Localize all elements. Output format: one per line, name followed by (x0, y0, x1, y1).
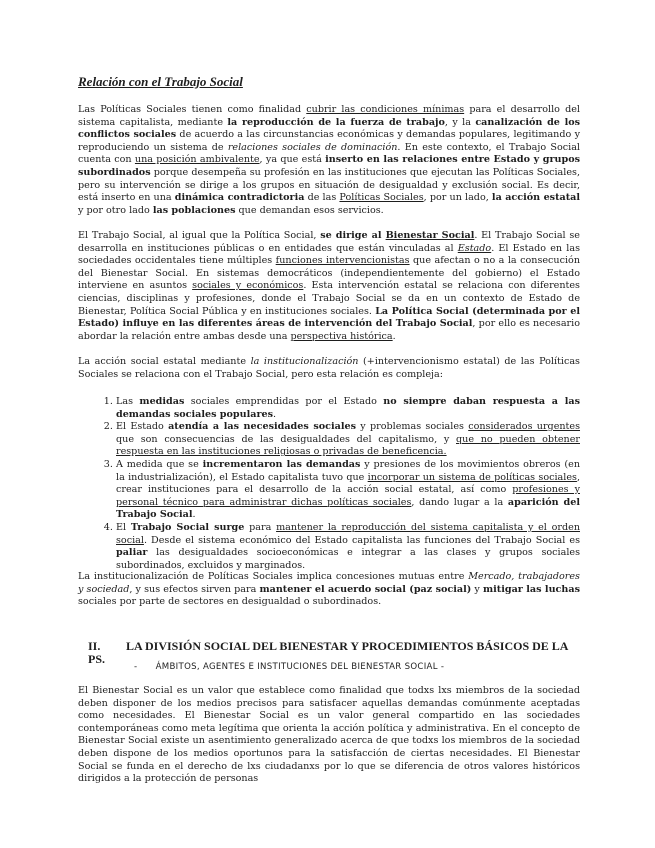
text: . (273, 408, 277, 420)
underlined-text: perspectiva histórica (290, 330, 393, 342)
text: Las Políticas Sociales tienen como finalidad (78, 104, 307, 115)
bold-text: la reproducción de la fuerza de trabajo (227, 116, 445, 128)
text: que son consecuencias de las desigualdades del capitalismo, y (116, 433, 456, 445)
section-title: Relación con el Trabajo Social (78, 74, 243, 89)
bold-text: las poblaciones (152, 204, 236, 216)
text: , por ello es necesario abordar la relación entre ambas desde una (78, 318, 580, 342)
bold-text: medidas (139, 396, 185, 407)
heading-text: LA DIVISIÓN SOCIAL DEL BIENESTAR Y PROCEDIMIENTOS BÁSICOS DE LA PS. (88, 639, 568, 666)
underlined-text: incorporar un sistema de políticas sociales (367, 471, 577, 483)
text: sociales emprendidas por el Estado (184, 396, 384, 407)
bold-text: mitigar las luchas (482, 583, 580, 595)
text: . En este contexto, el Trabajo Social cuenta con (78, 141, 580, 166)
bold-text: inserto en las relaciones entre Estado y grupos subordinados (78, 154, 580, 178)
bold-text: paliar (116, 547, 148, 559)
text: El Estado (116, 421, 169, 433)
text: , crear instituciones para el desarrollo de la acción social estatal, así como (116, 471, 580, 496)
text: El (116, 521, 131, 533)
text: . Desde el sistema económico del Estado capitalista las funciones del Trabajo Social es (143, 534, 580, 546)
bold-text: no siempre daban respuesta a las demandas sociales populares (116, 396, 580, 420)
underlined-text: funciones intervencionistas (275, 255, 410, 267)
underlined-text: profesiones y personal técnico para administrar dichas políticas sociales (116, 484, 580, 508)
bold-text: incrementaron las demandas (202, 458, 361, 470)
text: . El Estado en las sociedades occidentales tiene múltiples (78, 242, 581, 267)
underlined-text: mantener la reproducción del sistema capitalista y el orden social (116, 521, 580, 546)
bold-text: canalización de los conflictos sociales (78, 116, 581, 141)
text: y (471, 583, 483, 595)
paragraph-5: El Bienestar Social es un valor que establece como finalidad que todxs lxs miembros de la sociedad deben disponer de los medios precisos para satisfacer aquellas demandas comúnmente aceptadas como necesidades. El Bienestar Social es un valor general compartido en las sociedades contemporáneas como meta legítima que orienta la acción política y administrativa. En el concepto de Bienestar Social existe un asentimiento generalizado acerca de que todxs los miembros de la sociedad deben dispone de los medios oportunos para la satisfacción de ciertas necesidades. El Bienestar Social se funda en el derecho de lxs ciudadanxs por lo que se diferencia de otros valores históricos dirigidos a la protección de personas (78, 685, 580, 785)
text: para (244, 521, 277, 533)
bold-text: aparición del Trabajo Social (116, 496, 580, 521)
text: , ya que está (259, 154, 326, 166)
text: para el desarrollo del sistema capitalista, mediante (78, 104, 580, 128)
italic-text: Mercado, trabajadores y sociedad (78, 571, 580, 595)
underlined-text: cubrir las condiciones mínimas (306, 104, 465, 115)
bold-text: atendía a las necesidades sociales (168, 421, 356, 433)
text: La acción social estatal mediante (78, 356, 251, 367)
text: y problemas sociales (356, 421, 469, 433)
text: (+intervencionismo estatal) de las Políticas Sociales se relaciona con el Trabajo Social, pero esta relación es compleja: (78, 356, 580, 380)
paragraph-4 (78, 571, 580, 609)
bold-text: dinámica contradictoria (174, 192, 305, 204)
text: las desigualdades socioeconómicas e integrar a las clases y grupos sociales subordinados, excluidos y marginados. (116, 547, 580, 571)
text: de las (304, 192, 340, 204)
underlined-text: sociales y económicos (192, 280, 304, 292)
text: , por un lado, (423, 192, 492, 204)
paragraph-3 (78, 356, 580, 381)
text: . El Trabajo Social se desarrolla en instituciones públicas o en entidades que están vinculadas al (78, 230, 580, 254)
bold-text: la acción estatal (491, 192, 581, 204)
underlined-text: considerados urgentes (468, 421, 581, 433)
text: . (392, 330, 396, 342)
text: de acuerdo a las circunstancias económicas y demandas populares, legitimando y reproduciendo un sistema de (78, 129, 580, 153)
text: El Trabajo Social, al igual que la Política Social, (78, 230, 321, 241)
text: . (192, 509, 196, 521)
text: , y la (444, 116, 476, 128)
bold-text: mantener el acuerdo social (paz social) (259, 583, 472, 595)
text: La institucionalización de Políticas Sociales implica concesiones mutuas entre (78, 571, 469, 582)
text: , dando lugar a la (411, 496, 508, 508)
italic-underlined-text: Estado (457, 242, 492, 254)
text: que demandan esos servicios. (235, 204, 384, 216)
text: , y sus efectos sirven para (129, 583, 260, 595)
list-item (116, 396, 580, 421)
heading-number: II. (88, 639, 101, 653)
underlined-text: Políticas Sociales (339, 192, 424, 204)
bold-text: Trabajo Social surge (130, 521, 245, 533)
text: que afectan o no a la consecución del Bienestar Social. En sistemas democráticos (independientemente del gobierno) el Estado interviene en asuntos (78, 255, 580, 292)
paragraph-2 (78, 230, 580, 343)
text: . Esta intervención estatal se relaciona con diferentes ciencias, disciplinas y profesiones, donde el Trabajo Social se da en un contexto de Estado de Bienestar, Política Social Pública y en instituciones sociales. (78, 280, 580, 317)
text: y presiones de los movimientos obreros (en la industrialización), el Estado capitalista tuvo que (116, 458, 580, 483)
bold-text: se dirige al (320, 230, 386, 241)
text: sociales por parte de sectores en desigualdad o subordinados. (78, 596, 382, 608)
underlined-text: que no pueden obtener respuesta en las instituciones religiosas o privadas de beneficencia. (116, 433, 580, 458)
paragraph-1 (78, 104, 580, 217)
list-item (116, 421, 580, 459)
bold-underlined-text: Bienestar Social (385, 230, 475, 241)
text: A medida que se (116, 458, 203, 470)
list-item (116, 459, 580, 522)
numbered-list (78, 396, 580, 572)
bold-text: La Política Social (determinada por el Estado) influye en las diferentes áreas de intervención del Trabajo Social (78, 305, 580, 330)
italic-text: la institucionalización (250, 356, 359, 367)
italic-text: relaciones sociales de dominación (227, 141, 398, 153)
subheading: - ÁMBITOS, AGENTES E INSTITUCIONES DEL BIENESTAR SOCIAL - (134, 662, 445, 672)
underlined-text: una posición ambivalente (134, 154, 260, 166)
text: Las (116, 396, 140, 407)
text: y por otro lado (78, 204, 153, 216)
list-item (116, 522, 580, 572)
text: porque desempeña su profesión en las instituciones que ejecutan las Políticas Sociales, pero su intervención se dirige a los grupos en situación de desigualdad y exclusión social. Es decir, está inserto en una (78, 166, 580, 204)
